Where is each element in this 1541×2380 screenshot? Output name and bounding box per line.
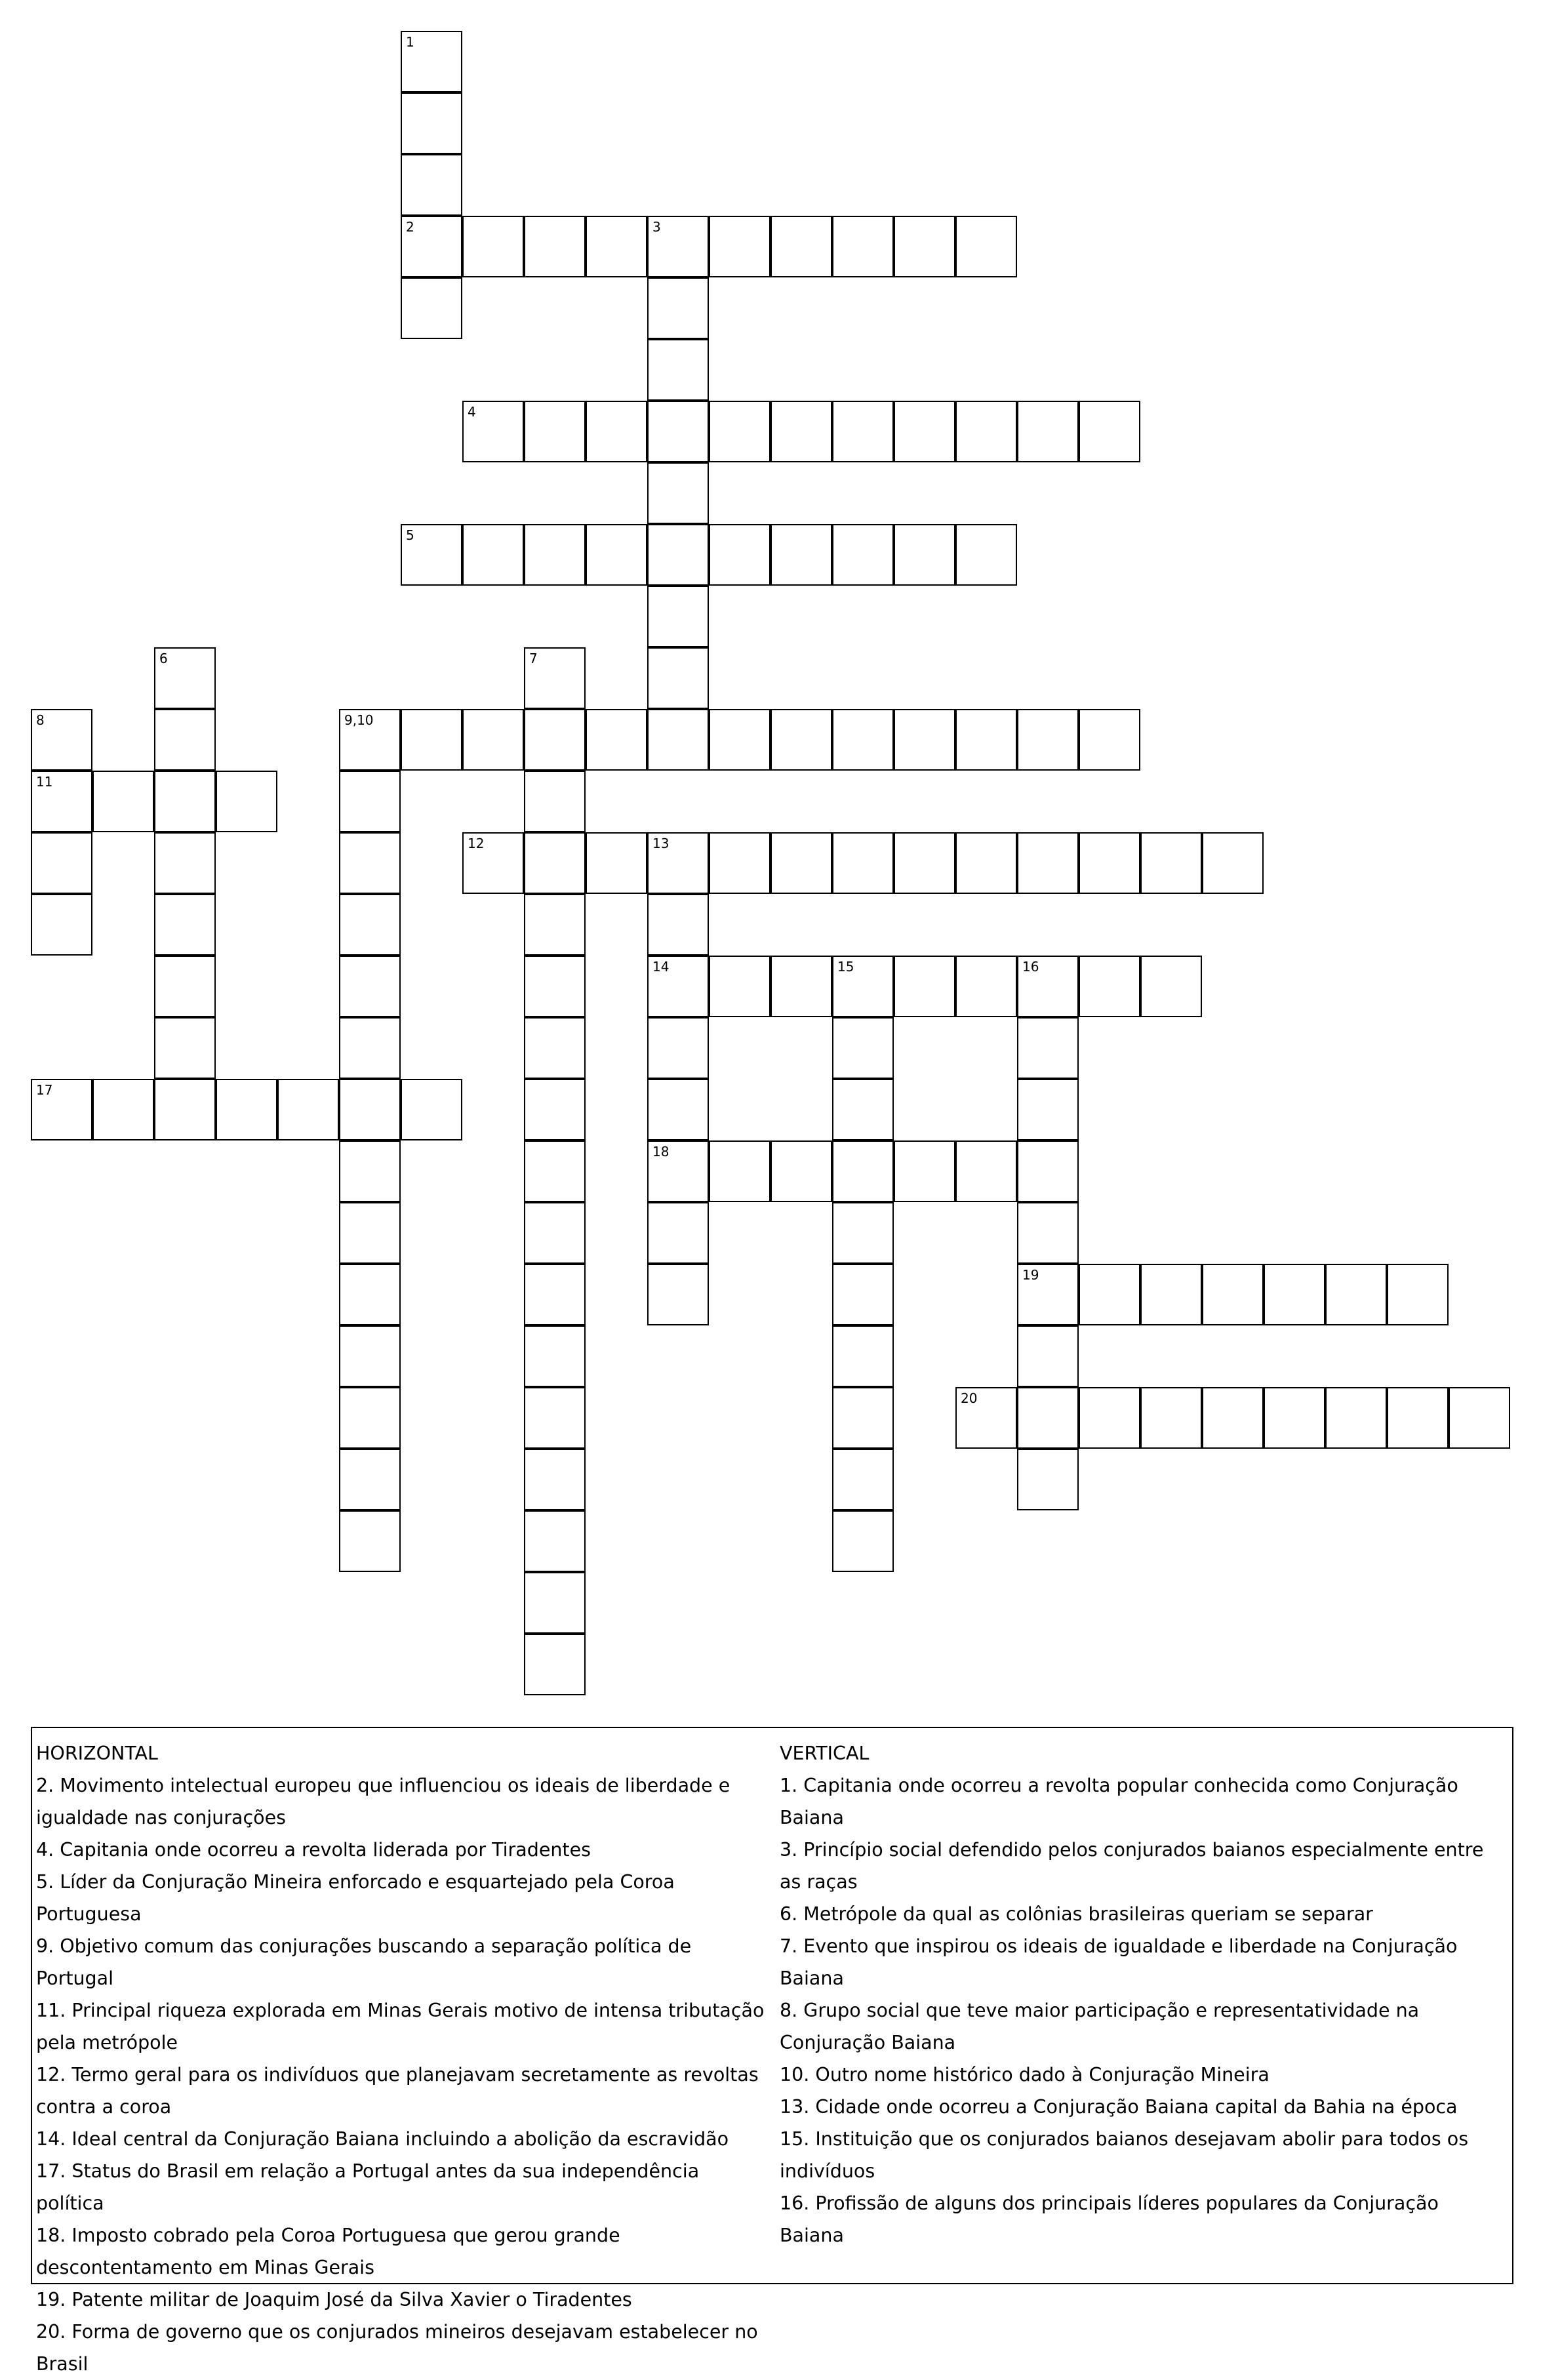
grid-cell[interactable] <box>832 1140 894 1202</box>
grid-cell[interactable] <box>586 401 647 462</box>
grid-cell[interactable] <box>647 894 709 956</box>
grid-cell[interactable] <box>1140 956 1202 1017</box>
grid-cell[interactable] <box>832 1202 894 1264</box>
grid-cell[interactable] <box>1017 956 1079 1017</box>
grid-cell[interactable] <box>770 1140 832 1202</box>
grid-cell[interactable] <box>524 1325 586 1387</box>
grid-cell[interactable] <box>832 1079 894 1140</box>
grid-cell[interactable] <box>647 1264 709 1325</box>
clue-number: 18 <box>652 1144 670 1160</box>
grid-cell[interactable] <box>647 586 709 647</box>
grid-cell[interactable] <box>524 1079 586 1140</box>
grid-cell[interactable] <box>709 956 770 1017</box>
grid-cell[interactable] <box>524 771 586 832</box>
across-clue: 11. Principal riqueza explorada em Minas Gerais motivo de intensa tributação pela metrópole <box>36 2000 765 2053</box>
grid-cell[interactable] <box>1202 832 1264 894</box>
grid-cell[interactable] <box>216 771 277 832</box>
grid-cell[interactable] <box>1202 1264 1264 1325</box>
grid-cell[interactable] <box>462 709 524 771</box>
grid-cell[interactable] <box>894 524 955 586</box>
grid-cell[interactable] <box>401 154 462 216</box>
grid-cell[interactable] <box>894 709 955 771</box>
grid-cell[interactable] <box>1140 832 1202 894</box>
grid-cell[interactable] <box>955 956 1017 1017</box>
clue-number: 3 <box>652 219 661 235</box>
grid-cell[interactable] <box>832 1387 894 1449</box>
grid-cell[interactable] <box>401 524 462 586</box>
grid-cell[interactable] <box>647 277 709 339</box>
grid-cell[interactable] <box>1017 1264 1079 1325</box>
grid-cell[interactable] <box>894 956 955 1017</box>
clue-number: 17 <box>36 1082 53 1098</box>
grid-cell[interactable] <box>154 709 216 771</box>
grid-cell[interactable] <box>154 956 216 1017</box>
grid-cell[interactable] <box>31 1079 92 1140</box>
grid-cell[interactable] <box>154 894 216 956</box>
grid-cell[interactable] <box>401 709 462 771</box>
grid-cell[interactable] <box>92 1079 154 1140</box>
grid-cell[interactable] <box>647 1017 709 1079</box>
grid-cell[interactable] <box>647 956 709 1017</box>
grid-cell[interactable] <box>832 1449 894 1510</box>
grid-cell[interactable] <box>1017 1387 1079 1449</box>
grid-cell[interactable] <box>647 1079 709 1140</box>
across-clues-heading: HORIZONTAL <box>36 1743 158 1764</box>
grid-cell[interactable] <box>894 832 955 894</box>
down-clue: 15. Instituição que os conjurados baianos desejavam abolir para todos os indivíduos <box>780 2128 1469 2182</box>
grid-cell[interactable] <box>647 462 709 524</box>
clue-number: 12 <box>468 836 485 851</box>
grid-cell[interactable] <box>154 832 216 894</box>
grid-cell[interactable] <box>1325 1264 1387 1325</box>
clue-number: 2 <box>406 219 414 235</box>
grid-cell[interactable] <box>401 31 462 92</box>
down-clue: 3. Princípio social defendido pelos conjurados baianos especialmente entre as raças <box>780 1839 1484 1893</box>
grid-cell[interactable] <box>524 894 586 956</box>
grid-cell[interactable] <box>647 1202 709 1264</box>
grid-cell[interactable] <box>770 524 832 586</box>
across-clue: 2. Movimento intelectual europeu que influenciou os ideais de liberdade e igualdade nas conjurações <box>36 1775 730 1828</box>
grid-cell[interactable] <box>524 1510 586 1572</box>
clues-panel <box>31 1727 1513 2375</box>
grid-cell[interactable] <box>462 216 524 277</box>
clue-number: 14 <box>652 959 670 975</box>
grid-cell[interactable] <box>955 1140 1017 1202</box>
grid-cell[interactable] <box>647 216 709 277</box>
grid-cell[interactable] <box>894 216 955 277</box>
grid-cell[interactable] <box>647 1140 709 1202</box>
grid-cell[interactable] <box>770 709 832 771</box>
grid-cell[interactable] <box>1017 1140 1079 1202</box>
grid-cell[interactable] <box>1202 1387 1264 1449</box>
grid-cell[interactable] <box>647 524 709 586</box>
across-clue: 12. Termo geral para os indivíduos que planejavam secretamente as revoltas contra a coroa <box>36 2064 759 2118</box>
clue-number: 15 <box>837 959 854 975</box>
grid-cell[interactable] <box>154 1079 216 1140</box>
clue-number: 13 <box>652 836 670 851</box>
grid-cell[interactable] <box>339 1449 401 1510</box>
grid-cell[interactable] <box>339 1325 401 1387</box>
grid-cell[interactable] <box>154 647 216 709</box>
grid-cell[interactable] <box>524 1634 586 1695</box>
down-clue: 13. Cidade onde ocorreu a Conjuração Baiana capital da Bahia na época <box>780 2096 1458 2118</box>
clue-number: 4 <box>468 404 476 420</box>
grid-cell[interactable] <box>586 832 647 894</box>
grid-cell[interactable] <box>709 832 770 894</box>
grid-cell[interactable] <box>524 401 586 462</box>
clue-number: 11 <box>36 774 53 790</box>
grid-cell[interactable] <box>709 709 770 771</box>
grid-cell[interactable] <box>401 277 462 339</box>
grid-cell[interactable] <box>955 401 1017 462</box>
grid-cell[interactable] <box>31 771 92 832</box>
grid-cell[interactable] <box>31 832 92 894</box>
clue-number: 5 <box>406 527 414 543</box>
down-clue: 6. Metrópole da qual as colônias brasileiras queriam se separar <box>780 1903 1373 1925</box>
grid-cell[interactable] <box>709 1140 770 1202</box>
down-clues-heading: VERTICAL <box>780 1743 870 1764</box>
grid-cell[interactable] <box>1140 1387 1202 1449</box>
grid-cell[interactable] <box>647 401 709 462</box>
grid-cell[interactable] <box>832 709 894 771</box>
grid-cell[interactable] <box>770 832 832 894</box>
grid-cell[interactable] <box>339 1017 401 1079</box>
grid-cell[interactable] <box>462 832 524 894</box>
grid-cell[interactable] <box>401 1079 462 1140</box>
grid-cell[interactable] <box>955 709 1017 771</box>
down-clue: 7. Evento que inspirou os ideais de igualdade e liberdade na Conjuração Baiana <box>780 1935 1458 1989</box>
grid-cell[interactable] <box>31 894 92 956</box>
down-clue: 16. Profissão de alguns dos principais líderes populares da Conjuração Baiana <box>780 2192 1439 2246</box>
grid-cell[interactable] <box>524 1572 586 1634</box>
grid-cell[interactable] <box>832 524 894 586</box>
grid-cell[interactable] <box>1017 1325 1079 1387</box>
grid-cell[interactable] <box>955 832 1017 894</box>
grid-cell[interactable] <box>339 709 401 771</box>
grid-cell[interactable] <box>586 216 647 277</box>
grid-cell[interactable] <box>1449 1387 1510 1449</box>
grid-cell[interactable] <box>339 1202 401 1264</box>
grid-cell[interactable] <box>339 771 401 832</box>
grid-cell[interactable] <box>339 1079 401 1140</box>
clue-number: 9,10 <box>344 712 374 728</box>
clue-number: 1 <box>406 34 414 50</box>
grid-cell[interactable] <box>832 1510 894 1572</box>
clue-number: 8 <box>36 712 45 728</box>
across-clue: 19. Patente militar de Joaquim José da Silva Xavier o Tiradentes <box>36 2289 632 2310</box>
grid-cell[interactable] <box>894 401 955 462</box>
grid-cell[interactable] <box>524 956 586 1017</box>
clue-number: 6 <box>159 651 168 666</box>
grid-cell[interactable] <box>401 92 462 154</box>
grid-cell[interactable] <box>1079 956 1140 1017</box>
grid-cell[interactable] <box>832 216 894 277</box>
grid-cell[interactable] <box>339 1264 401 1325</box>
across-clue: 9. Objetivo comum das conjurações buscando a separação política de Portugal <box>36 1935 692 1989</box>
grid-cell[interactable] <box>524 524 586 586</box>
grid-cell[interactable] <box>462 401 524 462</box>
grid-cell[interactable] <box>1264 1387 1325 1449</box>
grid-cell[interactable] <box>770 956 832 1017</box>
grid-cell[interactable] <box>524 709 586 771</box>
grid-cell[interactable] <box>154 771 216 832</box>
grid-cell[interactable] <box>1325 1387 1387 1449</box>
across-clue: 5. Líder da Conjuração Mineira enforcado e esquartejado pela Coroa Portuguesa <box>36 1871 675 1925</box>
across-clue: 14. Ideal central da Conjuração Baiana incluindo a abolição da escravidão <box>36 2128 729 2150</box>
grid-cell[interactable] <box>401 216 462 277</box>
grid-cell[interactable] <box>524 1264 586 1325</box>
clue-number: 7 <box>529 651 538 666</box>
grid-cell[interactable] <box>832 1017 894 1079</box>
grid-cell[interactable] <box>524 1449 586 1510</box>
across-clues-column <box>36 1737 772 2380</box>
grid-cell[interactable] <box>92 771 154 832</box>
grid-cell[interactable] <box>770 401 832 462</box>
grid-cell[interactable] <box>647 709 709 771</box>
down-clue: 1. Capitania onde ocorreu a revolta popular conhecida como Conjuração Baiana <box>780 1775 1458 1828</box>
grid-cell[interactable] <box>1017 1449 1079 1510</box>
down-clue: 8. Grupo social que teve maior participação e representatividade na Conjuração Baiana <box>780 2000 1420 2053</box>
grid-cell[interactable] <box>339 894 401 956</box>
clue-number: 16 <box>1022 959 1039 975</box>
down-clues-column <box>780 1737 1508 2251</box>
grid-cell[interactable] <box>524 1017 586 1079</box>
grid-cell[interactable] <box>339 1387 401 1449</box>
grid-cell[interactable] <box>1017 1202 1079 1264</box>
grid-cell[interactable] <box>462 524 524 586</box>
grid-cell[interactable] <box>1079 1264 1140 1325</box>
grid-cell[interactable] <box>524 216 586 277</box>
grid-cell[interactable] <box>1017 401 1079 462</box>
grid-cell[interactable] <box>647 647 709 709</box>
grid-cell[interactable] <box>524 832 586 894</box>
grid-cell[interactable] <box>1264 1264 1325 1325</box>
grid-cell[interactable] <box>647 339 709 401</box>
grid-cell[interactable] <box>154 1017 216 1079</box>
grid-cell[interactable] <box>524 1202 586 1264</box>
grid-cell[interactable] <box>1140 1264 1202 1325</box>
grid-cell[interactable] <box>1017 1017 1079 1079</box>
across-clue: 18. Imposto cobrado pela Coroa Portuguesa que gerou grande descontentamento em Minas Gerais <box>36 2225 620 2278</box>
grid-cell[interactable] <box>1079 832 1140 894</box>
grid-cell[interactable] <box>1387 1264 1449 1325</box>
grid-cell[interactable] <box>586 524 647 586</box>
grid-cell[interactable] <box>1079 401 1140 462</box>
grid-cell[interactable] <box>832 401 894 462</box>
grid-cell[interactable] <box>955 1387 1017 1449</box>
grid-cell[interactable] <box>709 401 770 462</box>
grid-cell[interactable] <box>709 524 770 586</box>
grid-cell[interactable] <box>1079 1387 1140 1449</box>
clue-number: 20 <box>961 1390 978 1406</box>
grid-cell[interactable] <box>1017 709 1079 771</box>
grid-cell[interactable] <box>1079 709 1140 771</box>
clue-number: 19 <box>1022 1267 1039 1283</box>
grid-cell[interactable] <box>894 1140 955 1202</box>
grid-cell[interactable] <box>524 1140 586 1202</box>
grid-cell[interactable] <box>770 216 832 277</box>
grid-cell[interactable] <box>1387 1387 1449 1449</box>
grid-cell[interactable] <box>339 832 401 894</box>
grid-cell[interactable] <box>709 216 770 277</box>
down-clue: 10. Outro nome histórico dado à Conjuração Mineira <box>780 2064 1270 2086</box>
grid-cell[interactable] <box>31 709 92 771</box>
grid-cell[interactable] <box>339 1140 401 1202</box>
grid-cell[interactable] <box>339 1510 401 1572</box>
grid-cell[interactable] <box>524 1387 586 1449</box>
across-clue: 20. Forma de governo que os conjurados mineiros desejavam estabelecer no Brasil <box>36 2321 758 2375</box>
across-clue: 17. Status do Brasil em relação a Portugal antes da sua independência política <box>36 2160 700 2214</box>
grid-cell[interactable] <box>647 832 709 894</box>
grid-cell[interactable] <box>832 1264 894 1325</box>
grid-cell[interactable] <box>277 1079 339 1140</box>
grid-cell[interactable] <box>955 216 1017 277</box>
grid-cell[interactable] <box>832 1325 894 1387</box>
grid-cell[interactable] <box>832 956 894 1017</box>
grid-cell[interactable] <box>524 647 586 709</box>
grid-cell[interactable] <box>832 832 894 894</box>
grid-cell[interactable] <box>586 709 647 771</box>
grid-cell[interactable] <box>339 956 401 1017</box>
grid-cell[interactable] <box>216 1079 277 1140</box>
across-clue: 4. Capitania onde ocorreu a revolta liderada por Tiradentes <box>36 1839 591 1861</box>
grid-cell[interactable] <box>1017 832 1079 894</box>
grid-cell[interactable] <box>955 524 1017 586</box>
grid-cell[interactable] <box>1017 1079 1079 1140</box>
